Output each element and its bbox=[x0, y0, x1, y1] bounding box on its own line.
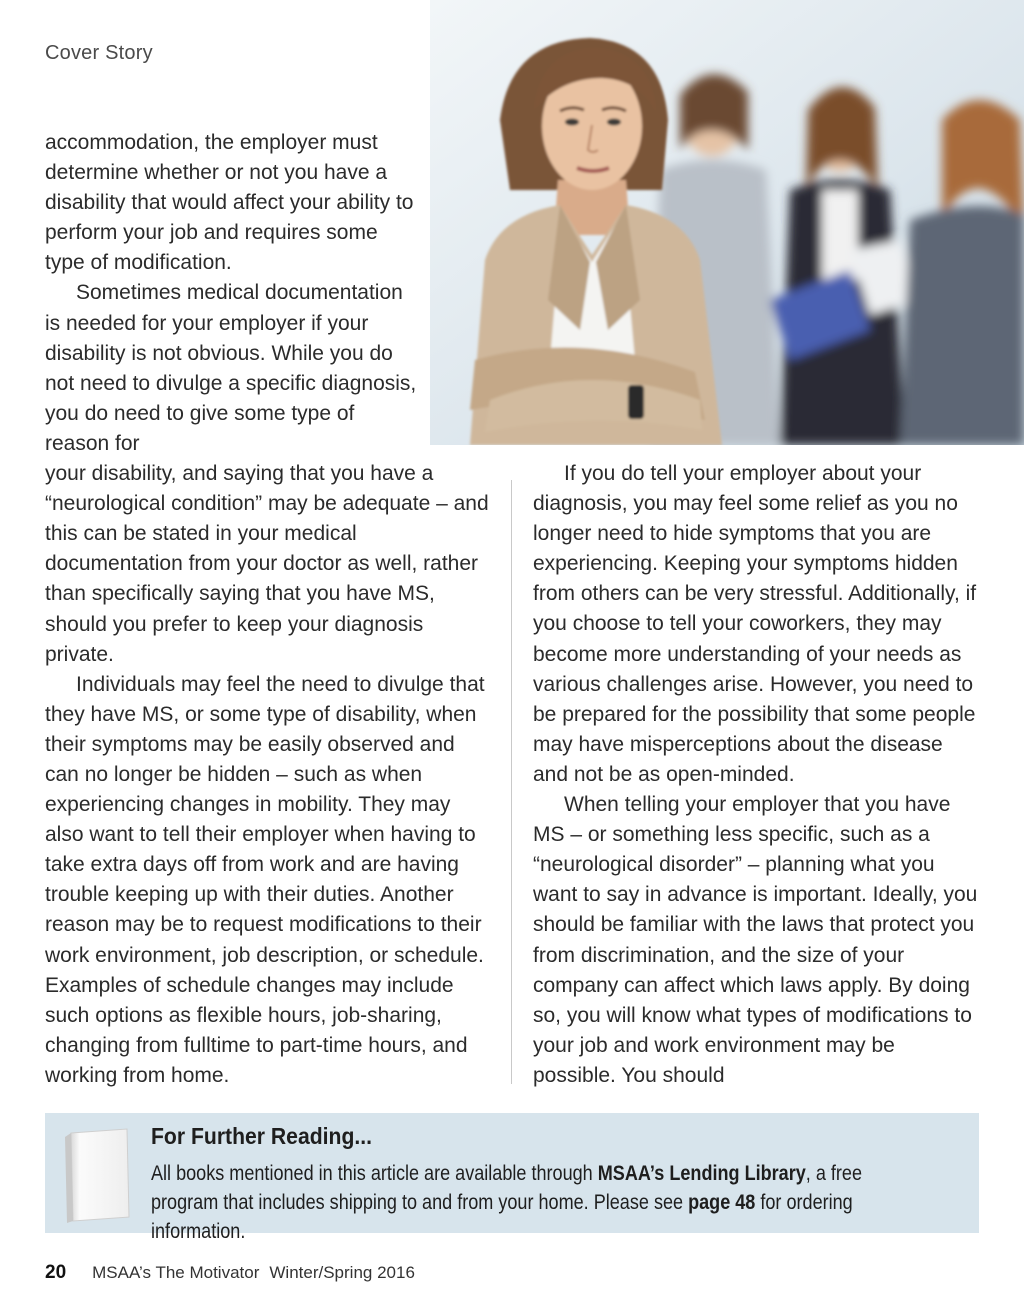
paragraph: accommodation, the employer must determine whether or not you have a disability that would affect your ability to perform your job and requires some type of modification. bbox=[45, 131, 414, 275]
cover-photo-illustration bbox=[430, 0, 1024, 445]
page-reference: page 48 bbox=[688, 1191, 756, 1214]
callout-text: All books mentioned in this article are available through bbox=[151, 1162, 598, 1185]
book-icon bbox=[63, 1127, 133, 1223]
section-label: Cover Story bbox=[45, 42, 153, 64]
page-footer bbox=[45, 1262, 415, 1284]
lending-library-link: MSAA’s Lending Library bbox=[597, 1162, 806, 1185]
paragraph: Sometimes medical documentation is needed for your employer if your disability is not obvious. While you do not need to divulge a specific diagnosis, you do need to give some type of reason for bbox=[45, 281, 417, 455]
callout-text: , a free program that includes shipping to and from your home. Please see bbox=[151, 1162, 863, 1214]
publication-name: MSAA’s The Motivator bbox=[92, 1263, 260, 1282]
callout-body bbox=[151, 1159, 925, 1246]
left-column bbox=[45, 128, 493, 1091]
further-reading-callout bbox=[45, 1113, 979, 1243]
paragraph: If you do tell your employer about your diagnosis, you may feel some relief as you no longer need to hide symptoms that you are experiencing. Keeping your symptoms hidden from others can be very stressful. Additionally, if you choose to tell your coworkers, they may become more understanding of your needs as various challenges arise. However, you need to be prepared for the possibility that some people may have misperceptions about the disease and not be as open-minded. bbox=[533, 462, 977, 786]
right-column bbox=[533, 459, 983, 1091]
callout-title: For Further Reading... bbox=[151, 1123, 373, 1149]
issue-date: Winter/Spring 2016 bbox=[269, 1263, 415, 1282]
column-divider bbox=[511, 480, 512, 1084]
cover-photo bbox=[430, 0, 1024, 445]
paragraph: Individuals may feel the need to divulge that they have MS, or some type of disability, when their symptoms may be easily observed and can no longer be hidden – such as when experiencing changes in mobility. They may also want to tell their employer when having to take extra days off from work and are having trouble keeping up with their duties. Another reason may be to request modifications to their work environment, job description, or schedule. Examples of schedule changes may include such options as flexible hours, job-sharing, changing from fulltime to part-time hours, and working from home. bbox=[45, 672, 485, 1087]
paragraph: your disability, and saying that you have a “neurological condition” may be adequate – and this can be stated in your medical documentation from your doctor as well, rather than specifically saying that you have MS, should you prefer to keep your diagnosis private. bbox=[45, 462, 489, 666]
callout-text: for ordering information. bbox=[151, 1191, 853, 1243]
paragraph: When telling your employer that you have MS – or something less specific, such as a “neurological disorder” – planning what you want to say in advance is important. Ideally, you should be familiar with the laws that protect you from discrimination, and the size of your company can affect which laws apply. By doing so, you will know what types of modifications to your job and work environment may be possible. You should bbox=[533, 793, 978, 1087]
page-number: 20 bbox=[45, 1262, 67, 1283]
